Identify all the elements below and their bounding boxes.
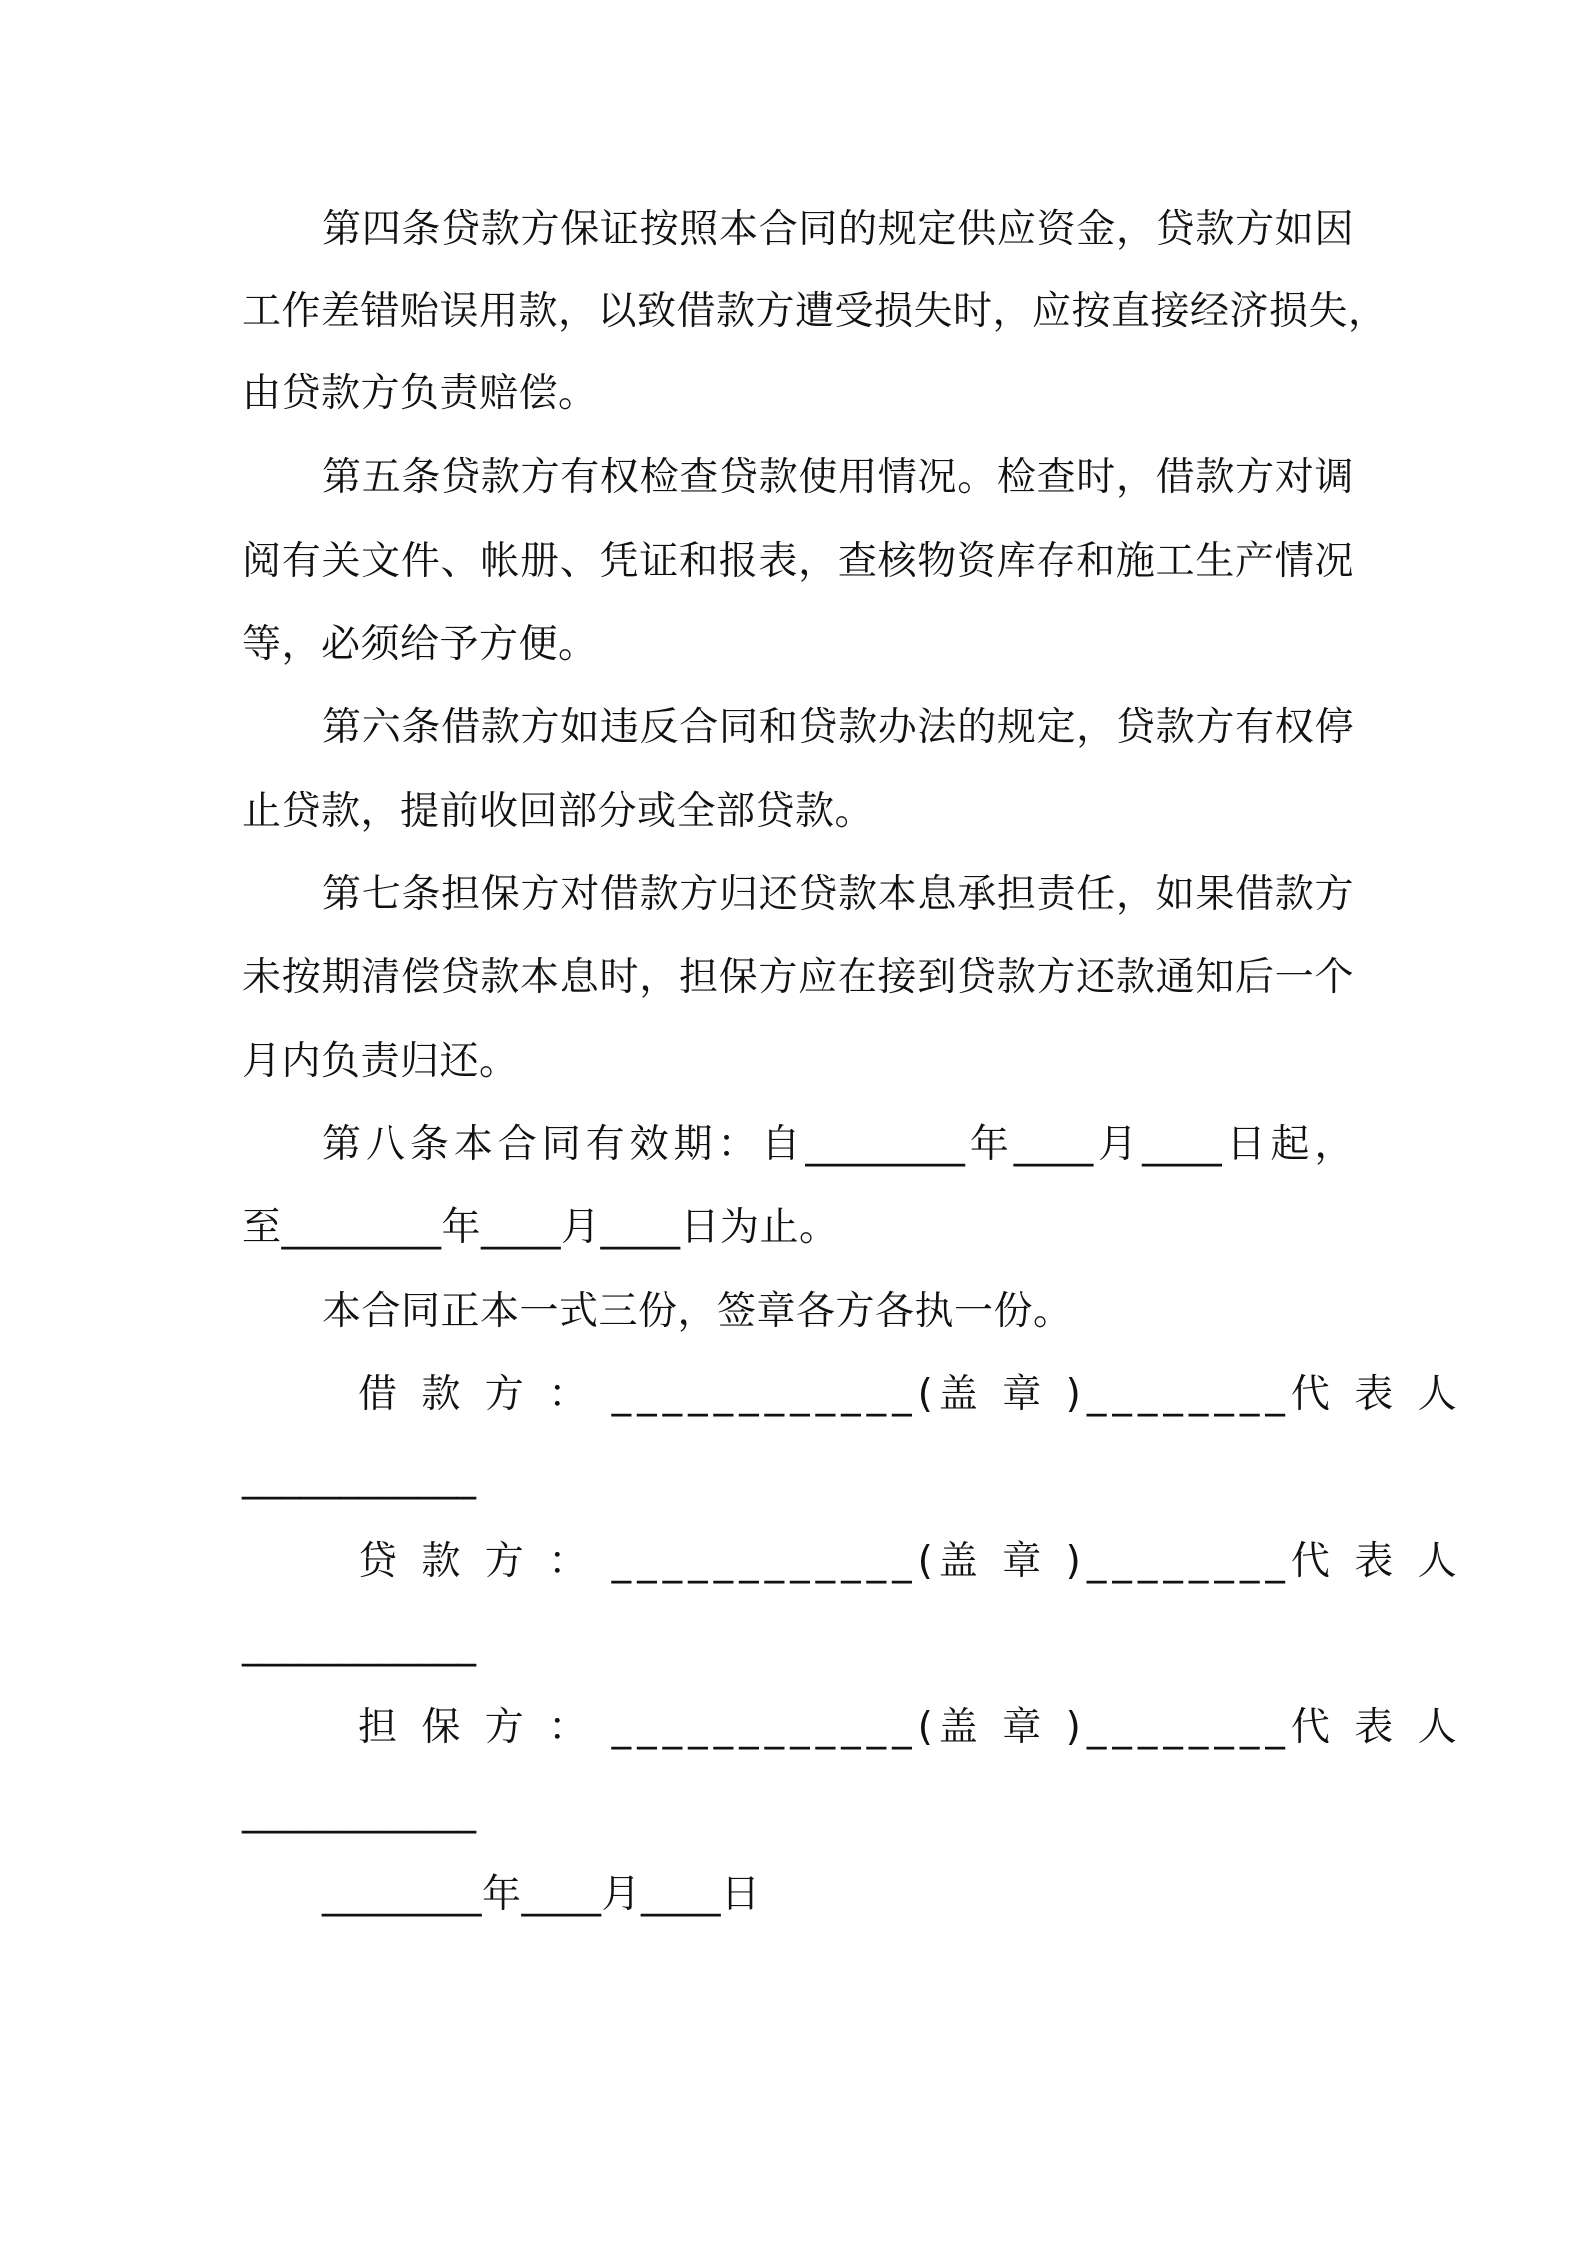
article5-line3: 等，必须给予方便。 [242, 622, 598, 667]
signing-date-line: ________年____月____日 [322, 1872, 761, 1917]
article6-line2: 止贷款，提前收回部分或全部贷款。 [242, 789, 875, 834]
article6-line1: 第六条借款方如违反合同和贷款办法的规定，贷款方有权停 [322, 705, 1354, 750]
lender-signature-tail: ____________ [242, 1622, 476, 1667]
article7-line3: 月内负责归还。 [242, 1039, 519, 1084]
borrower-signature-tail: ____________ [242, 1455, 476, 1500]
guarantor-signature-line: 担 保 方 ： ____________(盖 章 )________代 表 人 [358, 1705, 1463, 1750]
copies-statement: 本合同正本一式三份，签章各方各执一份。 [322, 1289, 1073, 1334]
article4-line3: 由贷款方负责赔偿。 [242, 371, 598, 416]
guarantor-signature-tail: ____________ [242, 1789, 476, 1834]
borrower-signature-line: 借 款 方 ： ____________(盖 章 )________代 表 人 [358, 1372, 1463, 1417]
article5-line1: 第五条贷款方有权检查贷款使用情况。检查时，借款方对调 [322, 455, 1354, 500]
article4-line2: 工作差错贻误用款，以致借款方遭受损失时，应按直接经济损失， [242, 289, 1388, 334]
article7-line1: 第七条担保方对借款方归还贷款本息承担责任，如果借款方 [322, 872, 1354, 917]
article5-line2: 阅有关文件、帐册、凭证和报表，查核物资库存和施工生产情况 [242, 539, 1354, 584]
article4-line1: 第四条贷款方保证按照本合同的规定供应资金，贷款方如因 [322, 207, 1354, 252]
article8-line1: 第八条本合同有效期：自________年____月____日起， [322, 1122, 1354, 1167]
article8-line2: 至________年____月____日为止。 [242, 1205, 839, 1250]
article7-line2: 未按期清偿贷款本息时，担保方应在接到贷款方还款通知后一个 [242, 955, 1354, 1000]
lender-signature-line: 贷 款 方 ： ____________(盖 章 )________代 表 人 [358, 1539, 1463, 1584]
